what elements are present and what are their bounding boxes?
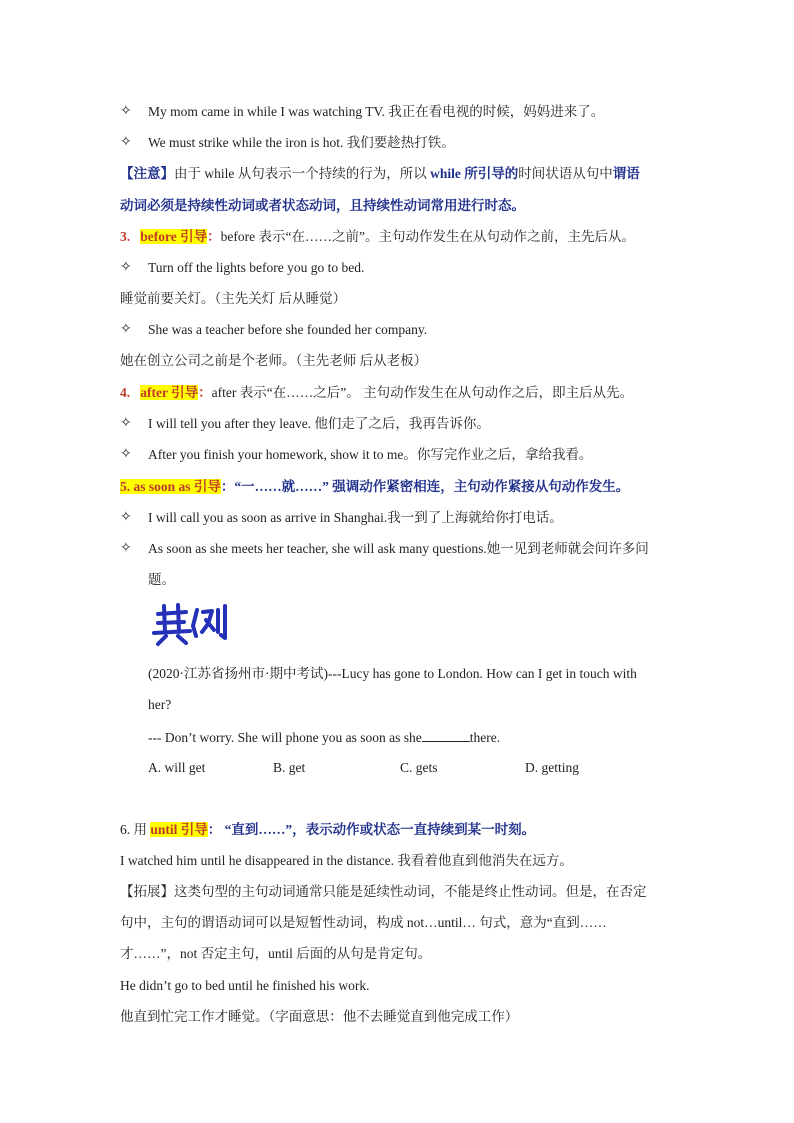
bullet-icon: ✧ <box>120 416 132 431</box>
option-d: D. getting <box>525 760 579 775</box>
keyword-highlight: before 引导 <box>140 229 208 244</box>
keyword-highlight: until 引导 <box>150 822 208 837</box>
note-line-1: 【注意】由于 while 从句表示一个持续的行为，所以 while 所引导的时间状语从句中谓语 <box>120 166 640 181</box>
section-5-heading: 5. as soon as 引导：“一……就……” 强调动作紧密相连，主句动作紧接从句动作发生。 <box>120 479 630 494</box>
answer-blank <box>422 727 470 742</box>
bullet-icon: ✧ <box>120 510 132 525</box>
keyword-highlight: 5. as soon as 引导 <box>120 479 221 494</box>
example-sentence: We must strike while the iron is hot. 我们要趁热打铁。 <box>148 135 455 150</box>
translation: 睡觉前要关灯。（主先关灯 后从睡觉） <box>120 291 347 306</box>
bullet-icon: ✧ <box>120 541 132 556</box>
section-4-heading: 4. after 引导：after 表示“在……之后”。 主句动作发生在从句动作之后，即主后从先。 <box>120 385 634 400</box>
extension-text: 才……”，not 否定主句，until 后面的从句是肯定句。 <box>120 946 432 961</box>
section-3-heading: 3. before 引导：before 表示“在……之前”。主句动作发生在从句动作之前，主先后从。 <box>120 229 635 244</box>
bullet-icon: ✧ <box>120 104 132 119</box>
translation: 她在创立公司之前是个老师。（主先老师 后从老板） <box>120 353 428 368</box>
question-line: (2020·江苏省扬州市·期中考试)---Lucy has gone to London. How can I get in touch with <box>148 666 637 681</box>
note-line-2: 动词必须是持续性动词或者状态动词，且持续性动词常用进行时态。 <box>120 198 525 213</box>
bullet-icon: ✧ <box>120 135 132 150</box>
example-sentence: I watched him until he disappeared in the distance. 我看着他直到他消失在远方。 <box>120 853 573 868</box>
example-sentence: My mom came in while I was watching TV. 我正在看电视的时候，妈妈进来了。 <box>148 104 605 119</box>
option-a: A. will get <box>148 760 206 775</box>
note-tag: 【注意】 <box>120 166 174 181</box>
example-sentence: After you finish your homework, show it to me。你写完作业之后，拿给我看。 <box>148 447 593 462</box>
example-logo-icon <box>150 602 228 648</box>
translation: 他直到忙完工作才睡觉。（字面意思：他不去睡觉直到他完成工作） <box>120 1009 519 1024</box>
option-c: C. gets <box>400 760 438 775</box>
example-sentence: I will tell you after they leave. 他们走了之后，我再告诉你。 <box>148 416 490 431</box>
section-6-heading: 6. 用 until 引导： “直到……”，表示动作或状态一直持续到某一时刻。 <box>120 822 536 837</box>
keyword-highlight: after 引导 <box>140 385 199 400</box>
example-sentence: Turn off the lights before you go to bed. <box>148 260 365 275</box>
example-sentence: I will call you as soon as arrive in Shanghai.我一到了上海就给你打电话。 <box>148 510 563 525</box>
question-line: --- Don’t worry. She will phone you as soon as she there. <box>148 727 500 748</box>
question-line: her? <box>148 697 172 712</box>
bullet-icon: ✧ <box>120 447 132 462</box>
example-sentence: She was a teacher before she founded her company. <box>148 322 428 337</box>
bullet-icon: ✧ <box>120 260 132 275</box>
extension-text: 【拓展】这类句型的主句动词通常只能是延续性动词，不能是终止性动词。但是，在否定 <box>120 884 647 899</box>
example-sentence-cont: 题。 <box>148 572 175 587</box>
bullet-icon: ✧ <box>120 322 132 337</box>
example-sentence: He didn’t go to bed until he finished his work. <box>120 978 370 993</box>
option-b: B. get <box>273 760 306 775</box>
example-sentence: As soon as she meets her teacher, she will ask many questions.她一见到老师就会问许多问 <box>148 541 649 556</box>
extension-text: 句中，主句的谓语动词可以是短暂性动词，构成 not…until… 句式，意为“直到…… <box>120 915 607 930</box>
